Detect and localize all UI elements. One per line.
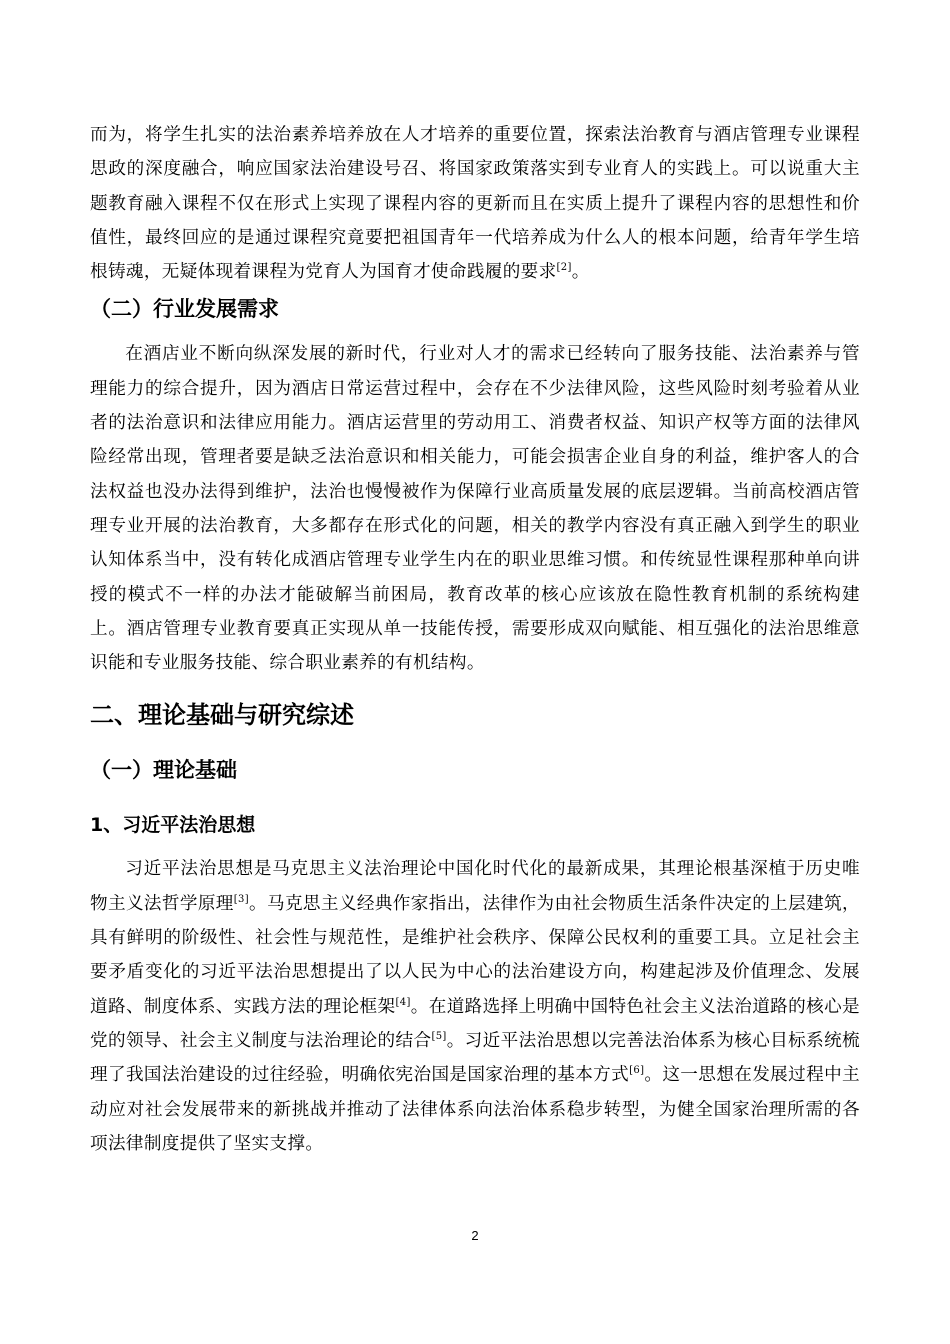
paragraph-industry-demand: 在酒店业不断向纵深发展的新时代，行业对人才的需求已经转向了服务技能、法治素养与管理能力的综合提升，因为酒店日常运营过程中，会存在不少法律风险，这些风险时刻考验着从业者的法治意识和法律应用能力。酒店运营里的劳动用工、消费者权益、知识产权等方面的法律风险经常出现，管理者要是缺乏法治意识和相关能力，可能会损害企业自身的利益，维护客人的合法权益也没办法得到维护，法治也慢慢被作为保障行业高质量发展的底层逻辑。当前高校酒店管理专业开展的法治教育，大多都存在形式化的问题，相关的教学内容没有真正融入到学生的职业认知体系当中，没有转化成酒店管理专业学生内在的职业思维习惯。和传统显性课程那种单向讲授的模式不一样的办法才能破解当前困局，教育改革的核心应该放在隐性教育机制的系统构建上。酒店管理专业教育要真正实现从单一技能传授，需要形成双向赋能、相互强化的法治思维意识能和专业服务技能、综合职业素养的有机结构。 bbox=[90, 344, 860, 674]
citation-ref[interactable]: [2] bbox=[556, 262, 572, 274]
paragraph-text: 。习近平法治思想以完善法治体系为核心目标系统梳理了我国法治建设的过往经验，明确依宪治国是国家治理的基本方式 bbox=[90, 1030, 860, 1086]
paragraph-course-ideology bbox=[90, 118, 860, 289]
heading-theory-basis: （一）理论基础 bbox=[90, 758, 237, 783]
paragraph-xi-rule-of-law bbox=[90, 852, 860, 1161]
citation-ref[interactable]: [5] bbox=[431, 1031, 447, 1043]
paragraph-text: 而为，将学生扎实的法治素养培养放在人才培养的重要位置，探索法治教育与酒店管理专业课程思政的深度融合，响应国家法治建设号召、将国家政策落实到专业育人的实践上。可以说重大主题教育融入课程不仅在形式上实现了课程内容的更新而且在实质上提升了课程内容的思想性和价值性，最终回应的是通过课程究竟要把祖国青年一代培养成为什么人的根本问题，给青年学生培根铸魂，无疑体现着课程为党育人为国育才使命践履的要求 bbox=[90, 125, 860, 283]
heading-xi-rule-of-law: 1、习近平法治思想 bbox=[90, 814, 256, 837]
citation-ref[interactable]: [6] bbox=[629, 1065, 645, 1077]
page-number: 2 bbox=[471, 1228, 479, 1243]
paragraph-text: 习近平法治思想是马克思主义法治理论中国化时代化的最新成果，其理论根基深植于历史唯物主义法哲学原理 bbox=[90, 859, 860, 914]
citation-ref[interactable]: [4] bbox=[395, 996, 411, 1008]
paragraph-text: 。马克思主义经典作家指出，法律作为由社会物质生活条件决定的上层建筑，具有鲜明的阶级性、社会性与规范性，是维护社会秩序、保障公民权利的重要工具。立足社会主要矛盾变化的习近平法治思想提出了以人民为中心的法治建设方向，构建起涉及价值理念、发展道路、制度体系、实践方法的理论框架 bbox=[90, 893, 860, 1017]
document-body bbox=[90, 118, 860, 1161]
paragraph-text: 。这一思想在发展过程中主动应对社会发展带来的新挑战并推动了法律体系向法治体系稳步转型，为健全国家治理所需的各项法律制度提供了坚实支撑。 bbox=[90, 1065, 860, 1154]
citation-ref[interactable]: [3] bbox=[233, 893, 249, 905]
paragraph-text: 。 bbox=[571, 262, 590, 283]
heading-industry-demand: （二）行业发展需求 bbox=[90, 297, 279, 322]
paragraph-text: 。在道路选择上明确中国特色社会主义法治道路的核心是党的领导、社会主义制度与法治理论的结合 bbox=[90, 996, 861, 1051]
heading-theory-review: 二、理论基础与研究综述 bbox=[90, 701, 354, 730]
